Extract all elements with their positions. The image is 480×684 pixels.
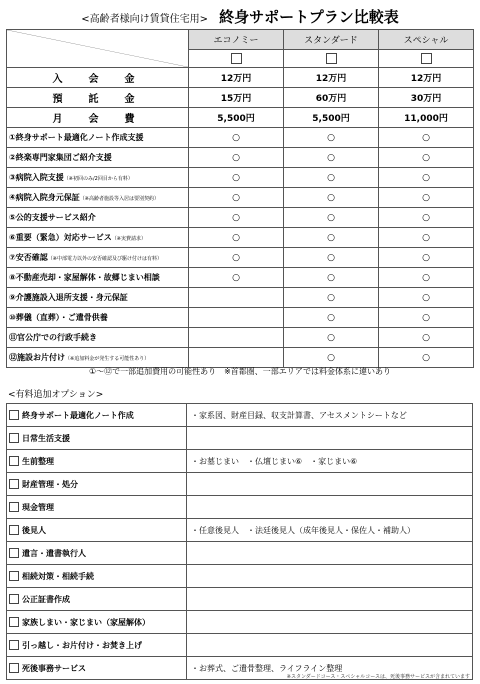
option-description: ・任意後見人 ・法廷後見人（成年後見人・保佐人・補助人） xyxy=(187,519,473,542)
option-description xyxy=(187,427,473,450)
feature-mark: ○ xyxy=(379,328,474,348)
feature-row xyxy=(7,248,474,268)
checkbox-icon[interactable] xyxy=(9,502,19,512)
option-name: 終身サポート最適化ノート作成 xyxy=(22,410,134,420)
option-description xyxy=(187,565,473,588)
feature-row xyxy=(7,128,474,148)
checkbox-icon[interactable] xyxy=(9,663,19,673)
option-name-cell[interactable] xyxy=(7,634,187,657)
checkbox-icon[interactable] xyxy=(9,433,19,443)
fee-value: 5,500円 xyxy=(284,108,379,128)
feature-row xyxy=(7,308,474,328)
option-row xyxy=(7,473,473,496)
feature-label-cell xyxy=(7,268,189,288)
checkbox-icon[interactable] xyxy=(421,53,432,64)
fee-rows xyxy=(7,68,474,128)
feature-label: ⑥重要（緊急）対応サービス xyxy=(9,233,112,242)
option-name: 財産管理・処分 xyxy=(22,479,78,489)
plan-comparison-table xyxy=(6,29,474,368)
feature-note: （※中部電力以外の安否確認及び駆け付けは有料） xyxy=(47,256,162,262)
option-name-cell[interactable] xyxy=(7,588,187,611)
checkbox-icon[interactable] xyxy=(9,410,19,420)
fee-value: 12万円 xyxy=(189,68,284,88)
feature-mark: ○ xyxy=(189,148,284,168)
checkbox-icon[interactable] xyxy=(9,548,19,558)
feature-mark xyxy=(189,348,284,368)
feature-row xyxy=(7,188,474,208)
feature-mark: ○ xyxy=(379,268,474,288)
feature-label-cell xyxy=(7,188,189,208)
feature-mark: ○ xyxy=(379,228,474,248)
option-name: 現金管理 xyxy=(22,502,54,512)
fee-row xyxy=(7,108,474,128)
corner-cell xyxy=(7,30,189,68)
plan-header-special: スペシャル xyxy=(379,30,474,50)
feature-label: ⑨介護施設入退所支援・身元保証 xyxy=(9,293,128,302)
checkbox-icon[interactable] xyxy=(9,594,19,604)
option-name: 後見人 xyxy=(22,525,46,535)
option-description xyxy=(187,542,473,565)
plan-checkbox-special[interactable] xyxy=(379,50,474,68)
option-rows xyxy=(7,404,473,680)
checkbox-icon[interactable] xyxy=(231,53,242,64)
option-name-cell[interactable] xyxy=(7,542,187,565)
option-row xyxy=(7,565,473,588)
diagonal-line xyxy=(7,30,188,67)
feature-label: ③病院入院支援 xyxy=(9,173,64,182)
option-name-cell[interactable] xyxy=(7,473,187,496)
feature-label-cell xyxy=(7,328,189,348)
feature-mark: ○ xyxy=(189,208,284,228)
option-description: ・お葬式、ご遺骨整理、ライフライン整理 xyxy=(187,657,473,680)
checkbox-icon[interactable] xyxy=(9,479,19,489)
feature-mark: ○ xyxy=(284,288,379,308)
option-name: 死後事務サービス xyxy=(22,663,86,673)
feature-label-cell xyxy=(7,148,189,168)
feature-label: ⑪官公庁での行政手続き xyxy=(9,333,97,342)
options-table xyxy=(6,403,473,680)
option-name-cell[interactable] xyxy=(7,565,187,588)
feature-rows xyxy=(7,128,474,368)
page-title xyxy=(0,6,480,28)
fee-row xyxy=(7,88,474,108)
feature-label-cell xyxy=(7,248,189,268)
plan-header-economy: エコノミー xyxy=(189,30,284,50)
feature-label-cell xyxy=(7,228,189,248)
fee-value: 12万円 xyxy=(379,68,474,88)
option-description xyxy=(187,473,473,496)
feature-row xyxy=(7,228,474,248)
feature-mark: ○ xyxy=(284,268,379,288)
checkbox-icon[interactable] xyxy=(9,525,19,535)
options-heading: <有料追加オプション> xyxy=(8,390,104,400)
option-description: ・家系図、財産目録、収支計算書、アセスメントシートなど xyxy=(187,404,473,427)
option-row xyxy=(7,542,473,565)
feature-mark: ○ xyxy=(379,248,474,268)
option-name-cell[interactable] xyxy=(7,404,187,427)
fee-value: 12万円 xyxy=(284,68,379,88)
option-name-cell[interactable] xyxy=(7,427,187,450)
feature-row xyxy=(7,208,474,228)
feature-mark: ○ xyxy=(284,188,379,208)
option-row xyxy=(7,588,473,611)
option-name: 日常生活支援 xyxy=(22,433,70,443)
feature-mark: ○ xyxy=(284,168,379,188)
feature-label: ⑫施設お片付け xyxy=(9,353,65,362)
option-name: 生前整理 xyxy=(22,456,54,466)
feature-mark: ○ xyxy=(284,148,379,168)
feature-mark xyxy=(189,328,284,348)
feature-mark: ○ xyxy=(379,208,474,228)
fee-label: 預 託 金 xyxy=(7,88,189,108)
option-name: 家族しまい・家じまい（家屋解体） xyxy=(22,617,150,627)
feature-mark: ○ xyxy=(189,228,284,248)
feature-mark: ○ xyxy=(379,128,474,148)
checkbox-icon[interactable] xyxy=(326,53,337,64)
feature-mark xyxy=(189,288,284,308)
fee-label: 月 会 費 xyxy=(7,108,189,128)
feature-row xyxy=(7,348,474,368)
feature-mark: ○ xyxy=(379,348,474,368)
feature-row xyxy=(7,328,474,348)
option-name: 遺言・遺書執行人 xyxy=(22,548,86,558)
option-name-cell[interactable] xyxy=(7,450,187,473)
feature-mark: ○ xyxy=(379,188,474,208)
title-main: 終身サポートプラン比較表 xyxy=(219,8,399,26)
option-description xyxy=(187,496,473,519)
feature-note: （※高齢者施設等入居は要別契約） xyxy=(79,196,159,202)
option-description xyxy=(187,611,473,634)
checkbox-icon[interactable] xyxy=(9,617,19,627)
feature-label: ⑩葬儀（直葬）・ご遺骨供養 xyxy=(9,313,108,322)
fee-label: 入 会 金 xyxy=(7,68,189,88)
feature-label-cell xyxy=(7,308,189,328)
option-row xyxy=(7,404,473,427)
feature-label-cell xyxy=(7,168,189,188)
option-name-cell[interactable] xyxy=(7,519,187,542)
option-row xyxy=(7,611,473,634)
fee-value: 30万円 xyxy=(379,88,474,108)
feature-mark: ○ xyxy=(284,228,379,248)
feature-mark: ○ xyxy=(284,308,379,328)
feature-row xyxy=(7,148,474,168)
option-description xyxy=(187,634,473,657)
feature-mark: ○ xyxy=(284,348,379,368)
fee-value: 15万円 xyxy=(189,88,284,108)
feature-label: ②終楽専門家集団ご紹介支援 xyxy=(9,153,112,162)
feature-mark: ○ xyxy=(379,148,474,168)
feature-row xyxy=(7,288,474,308)
feature-mark: ○ xyxy=(189,188,284,208)
feature-label-cell xyxy=(7,348,189,368)
option-description xyxy=(187,588,473,611)
feature-mark: ○ xyxy=(189,168,284,188)
plan-header-standard: スタンダード xyxy=(284,30,379,50)
bottom-note: ※スタンダードコース・スペシャルコースは、死後事務サービスが含まれています xyxy=(286,674,470,680)
option-name: 引っ越し・お片付け・お焚き上げ xyxy=(22,640,142,650)
feature-mark: ○ xyxy=(284,248,379,268)
feature-note: （※初回のみ/2回目から有料） xyxy=(63,176,133,182)
option-row xyxy=(7,496,473,519)
option-name-cell[interactable] xyxy=(7,657,187,680)
feature-row xyxy=(7,168,474,188)
option-row xyxy=(7,519,473,542)
feature-note: （※追加料金が発生する可能性あり） xyxy=(65,356,150,362)
feature-mark xyxy=(189,308,284,328)
option-name: 相続対策・相続手続 xyxy=(22,571,94,581)
feature-mark: ○ xyxy=(284,328,379,348)
feature-mark: ○ xyxy=(379,308,474,328)
footnote: ①～⑫で一部追加費用の可能性あり ※首都圏、一部エリアでは料金体系に違いあり xyxy=(88,367,392,376)
checkbox-icon[interactable] xyxy=(9,571,19,581)
feature-label: ⑤公的支援サービス紹介 xyxy=(9,213,96,222)
feature-label: ①終身サポート最適化ノート作成支援 xyxy=(9,133,144,142)
plan-checkbox-standard[interactable] xyxy=(284,50,379,68)
option-name: 公正証書作成 xyxy=(22,594,70,604)
option-row xyxy=(7,427,473,450)
option-name-cell[interactable] xyxy=(7,611,187,634)
plan-header-row xyxy=(7,30,474,50)
fee-value: 60万円 xyxy=(284,88,379,108)
feature-label: ⑦安否確認 xyxy=(9,253,48,262)
feature-label: ⑧不動産売却・家屋解体・故郷じまい相談 xyxy=(9,273,160,282)
feature-mark: ○ xyxy=(284,128,379,148)
option-row xyxy=(7,634,473,657)
feature-mark: ○ xyxy=(189,128,284,148)
feature-mark: ○ xyxy=(379,288,474,308)
feature-label: ④病院入院身元保証 xyxy=(9,193,80,202)
title-subtitle: <高齢者様向け賃貸住宅用> xyxy=(81,14,209,25)
plan-checkbox-economy[interactable] xyxy=(189,50,284,68)
feature-label-cell xyxy=(7,288,189,308)
feature-mark: ○ xyxy=(189,248,284,268)
feature-mark: ○ xyxy=(189,268,284,288)
feature-mark: ○ xyxy=(284,208,379,228)
fee-row xyxy=(7,68,474,88)
feature-mark: ○ xyxy=(379,168,474,188)
checkbox-icon[interactable] xyxy=(9,640,19,650)
feature-label-cell xyxy=(7,208,189,228)
fee-value: 5,500円 xyxy=(189,108,284,128)
option-name-cell[interactable] xyxy=(7,496,187,519)
option-description: ・お墓じまい ・仏壇じまい⑥ ・家じまい⑥ xyxy=(187,450,473,473)
feature-note: （※実費請求） xyxy=(111,236,146,242)
option-row xyxy=(7,450,473,473)
feature-row xyxy=(7,268,474,288)
fee-value: 11,000円 xyxy=(379,108,474,128)
checkbox-icon[interactable] xyxy=(9,456,19,466)
feature-label-cell xyxy=(7,128,189,148)
